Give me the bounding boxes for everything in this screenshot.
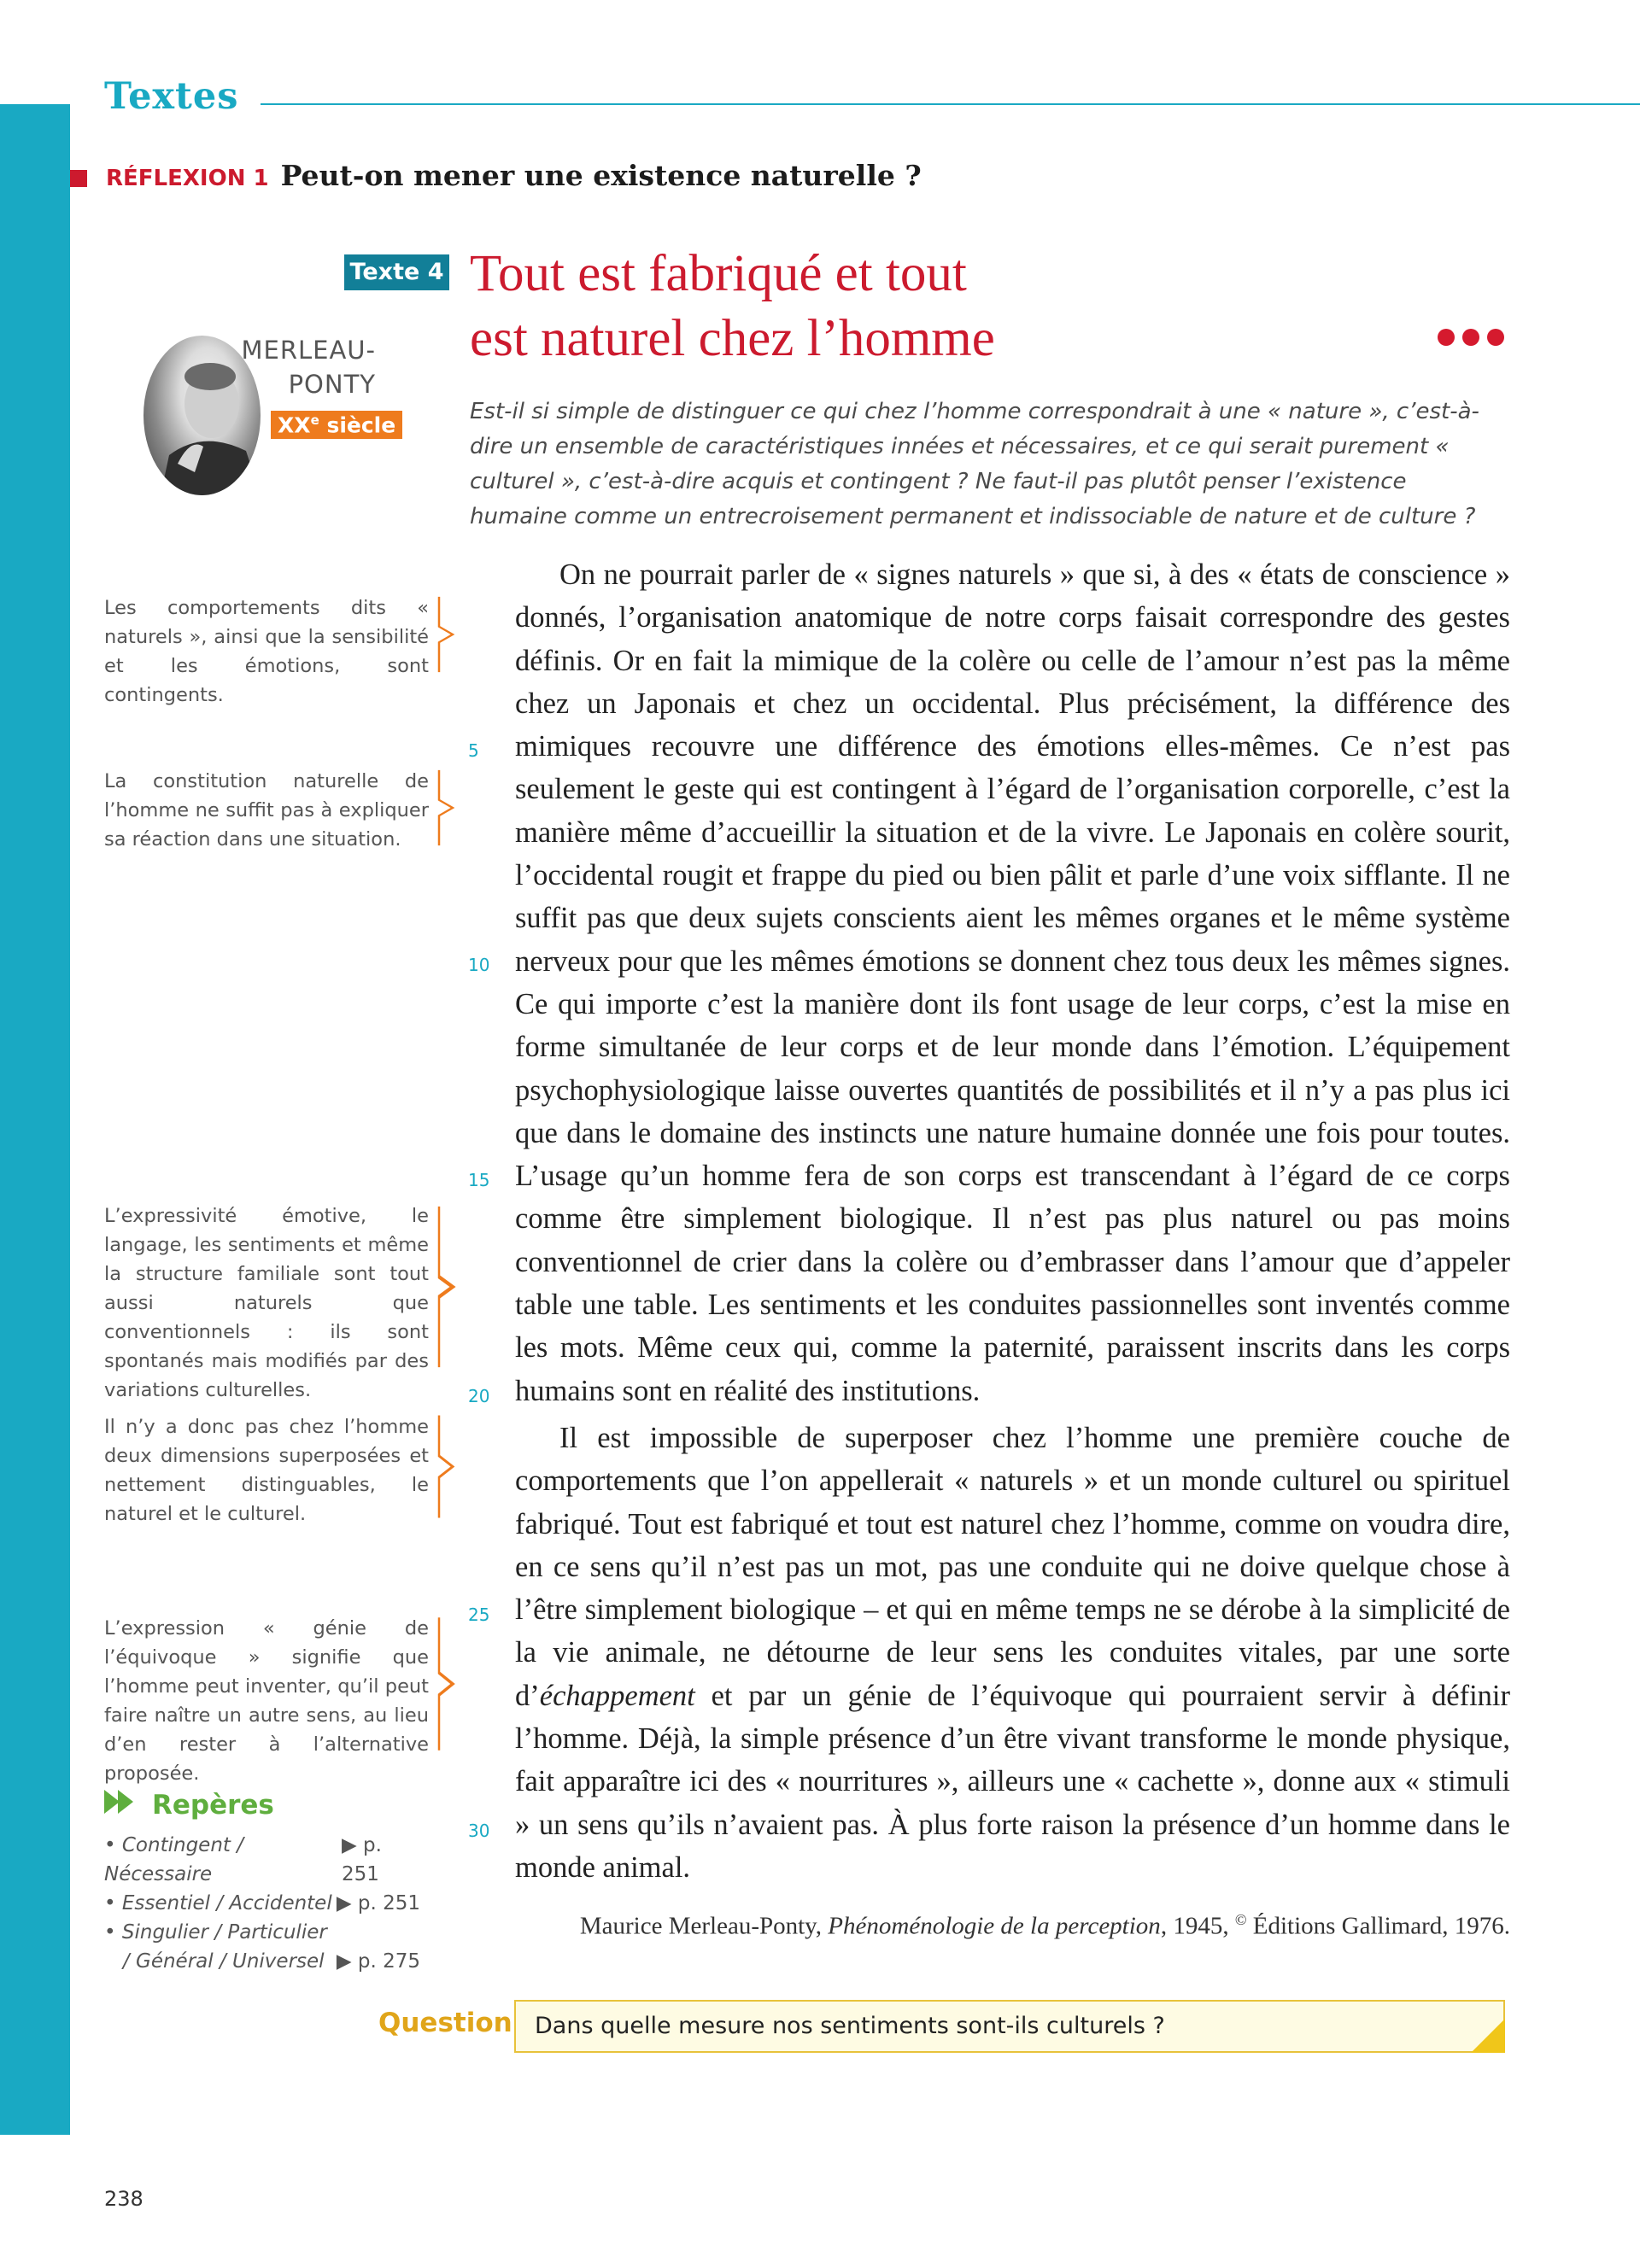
reperes-term: • Contingent / Nécessaire [104, 1834, 243, 1885]
century-suffix: siècle [319, 412, 396, 438]
bracket-icon [437, 1203, 456, 1371]
title-line-1: Tout est fabriqué et tout [470, 245, 967, 302]
section-title-rule [261, 103, 1640, 105]
paragraph-1: On ne pourrait parler de « signes naturels » que si, à des « états de conscience » donnés, l’organisation anatomique de notre corps faisait correspondre des gestes définis. Or en fait la mimique de la colère ou celle de l’amour n’est pas la même chez un Japonais et chez un occidental. Plus précisément, la différence des mimiques recouvre une différence des émotions elles-mêmes. Ce n’est pas seulement le geste qui est contingent à l’égard de l’organisation corporelle, c’est la manière même d’accueillir la situation et de la vivre. Le Japonais en colère sourit, l’occidental rougit et frappe du pied ou bien pâlit et parle d’une voix sifflante. Il ne suffit pas que deux sujets conscients aient les mêmes organes et le même système nerveux pour que les mêmes émotions se donnent chez tous deux les mêmes signes. Ce qui importe c’est la manière dont ils font usage de leur corps, c’est la mise en forme simultanée de leur corps et de leur monde dans l’émotion. L’équipement psychophysiologique laisse ouvertes quantités de possibilités et il n’y a pas plus ici que dans le domaine des instincts une nature humaine donnée une fois pour toutes. L’usage qu’un homme fera de son corps est transcendant à l’égard de ce corps comme être simplement biologique. Il n’est pas plus naturel ou pas moins conventionnel de crier dans la colère ou d’embrasser dans l’amour que d’appeler table une table. Les sentiments et les conduites passionnelles sont inventés comme les mots. Même ceux qui, comme la paternité, paraissent inscrits dans les corps humains sont en réalité des institutions. [515, 558, 1510, 1407]
century-badge [271, 411, 402, 439]
main-text [515, 553, 1510, 1889]
century-sup: e [310, 412, 319, 428]
section-title: Textes [104, 75, 239, 118]
page-number: 238 [104, 2187, 144, 2211]
list-item [104, 1889, 420, 1918]
citation-work: Phénoménologie de la perception [828, 1912, 1161, 1940]
list-item [104, 1831, 420, 1889]
difficulty-dots-icon [1438, 329, 1504, 346]
reperes-page-link[interactable]: ▶ p. 251 [336, 1892, 420, 1914]
source-citation [530, 1911, 1510, 1941]
author-name-line-1: MERLEAU- [241, 336, 376, 365]
corner-fold-icon [1471, 2019, 1505, 2053]
line-number: 5 [468, 740, 479, 761]
introduction-paragraph: Est-il si simple de distinguer ce qui chez l’homme correspondrait à une « nature », c’est-à-dire un ensemble de caractéristiques innées et nécessaires, et ce qui serait purement « culturel », c’est-à-dire acquis et contingent ? Ne faut-il pas plutôt penser l’existence humaine comme un entrecroisement permanent et indissociable de nature et de culture ? [470, 399, 1479, 529]
reperes-term: / Général / Universel [104, 1950, 325, 1973]
bracket-icon [437, 595, 456, 674]
bracket-icon [437, 1413, 456, 1520]
reflexion-label: RÉFLEXION 1 [106, 166, 269, 191]
reperes-heading [104, 1790, 274, 1821]
author-name-line-2: PONTY [288, 370, 376, 399]
paragraph-2 [515, 1417, 1510, 1889]
list-item [104, 1918, 420, 1947]
paragraph-2-start: Il est impossible de superposer chez l’homme une première couche de comportements que l’on appellerait « naturels » et un monde culturel ou spirituel fabriqué. Tout est fabriqué et tout est naturel chez l’homme, comme on voudra dire, en ce sens qu’il n’est pas un mot, pas une conduite qui ne doive quelque chose à l’être simplement biologique – et qui en même temps ne se dérobe à la simplicité de la vie animale, ne détourne de leur sens les conduites vitales, par une sorte d’ [515, 1421, 1510, 1712]
margin-note: L’expression « génie de l’équivoque » signifie que l’homme peut inventer, qu’il peut faire naître un autre sens, au lieu d’en rester à l’alternative proposée. [104, 1617, 429, 1785]
left-color-band [0, 104, 70, 2135]
line-number: 20 [468, 1386, 490, 1406]
author-name [239, 333, 376, 401]
text-number-badge: Texte 4 [344, 254, 449, 290]
double-arrow-icon [104, 1790, 142, 1821]
text-title [470, 242, 1341, 371]
margin-note: La constitution naturelle de l’homme ne suffit pas à expliquer sa réaction dans une situation. [104, 770, 429, 850]
list-item [104, 1947, 420, 1976]
reperes-page-link[interactable]: ▶ p. 251 [342, 1834, 382, 1885]
margin-note: Les comportements dits « naturels », ainsi que la sensibilité et les émotions, sont contingents. [104, 597, 429, 706]
citation-author: Maurice Merleau-Ponty, [579, 1912, 829, 1940]
line-number: 25 [468, 1605, 490, 1625]
reflexion-question: Peut-on mener une existence naturelle ? [280, 159, 922, 192]
question-label: Question [378, 2008, 512, 2038]
title-line-2: est naturel chez l’homme [470, 310, 995, 367]
citation-year: , 1945, [1160, 1912, 1235, 1940]
line-number: 15 [468, 1170, 490, 1190]
reperes-list [104, 1831, 420, 1976]
line-number: 30 [468, 1821, 490, 1841]
bracket-icon [437, 769, 456, 847]
bracket-icon [437, 1615, 456, 1753]
paragraph-2-italic: échappement [539, 1679, 695, 1712]
question-box [514, 2000, 1505, 2053]
red-square-bullet-icon [70, 170, 87, 187]
reperes-term: • Singulier / Particulier [104, 1921, 327, 1944]
line-number: 10 [468, 955, 490, 975]
century-prefix: XX [278, 412, 311, 438]
question-text: Dans quelle mesure nos sentiments sont-ils culturels ? [535, 2013, 1165, 2039]
margin-note: Il n’y a donc pas chez l’homme deux dimensions superposées et nettement distinguables, le naturel et le culturel. [104, 1416, 429, 1525]
reperes-title: Repères [152, 1790, 274, 1821]
reperes-page-link[interactable]: ▶ p. 275 [336, 1950, 420, 1973]
margin-note: L’expressivité émotive, le langage, les sentiments et même la structure familiale sont tout aussi naturels que conventionnels : ils sont spontanés mais modifiés par des variations culturelles. [104, 1205, 429, 1401]
reperes-term: • Essentiel / Accidentel [104, 1892, 332, 1914]
citation-publisher: Éditions Gallimard, 1976. [1246, 1912, 1510, 1940]
reflexion-heading [70, 159, 922, 192]
citation-copyright: © [1234, 1911, 1247, 1928]
paragraph-2-end: et par un génie de l’équivoque qui pourraient servir à définir l’homme. Déjà, la simple présence d’un être vivant transforme le monde physique, fait apparaître ici des « nourritures », ailleurs une « cachette », donne aux « stimuli » un sens qu’ils n’avaient pas. À plus forte raison la présence d’un homme dans le monde animal. [515, 1679, 1510, 1884]
